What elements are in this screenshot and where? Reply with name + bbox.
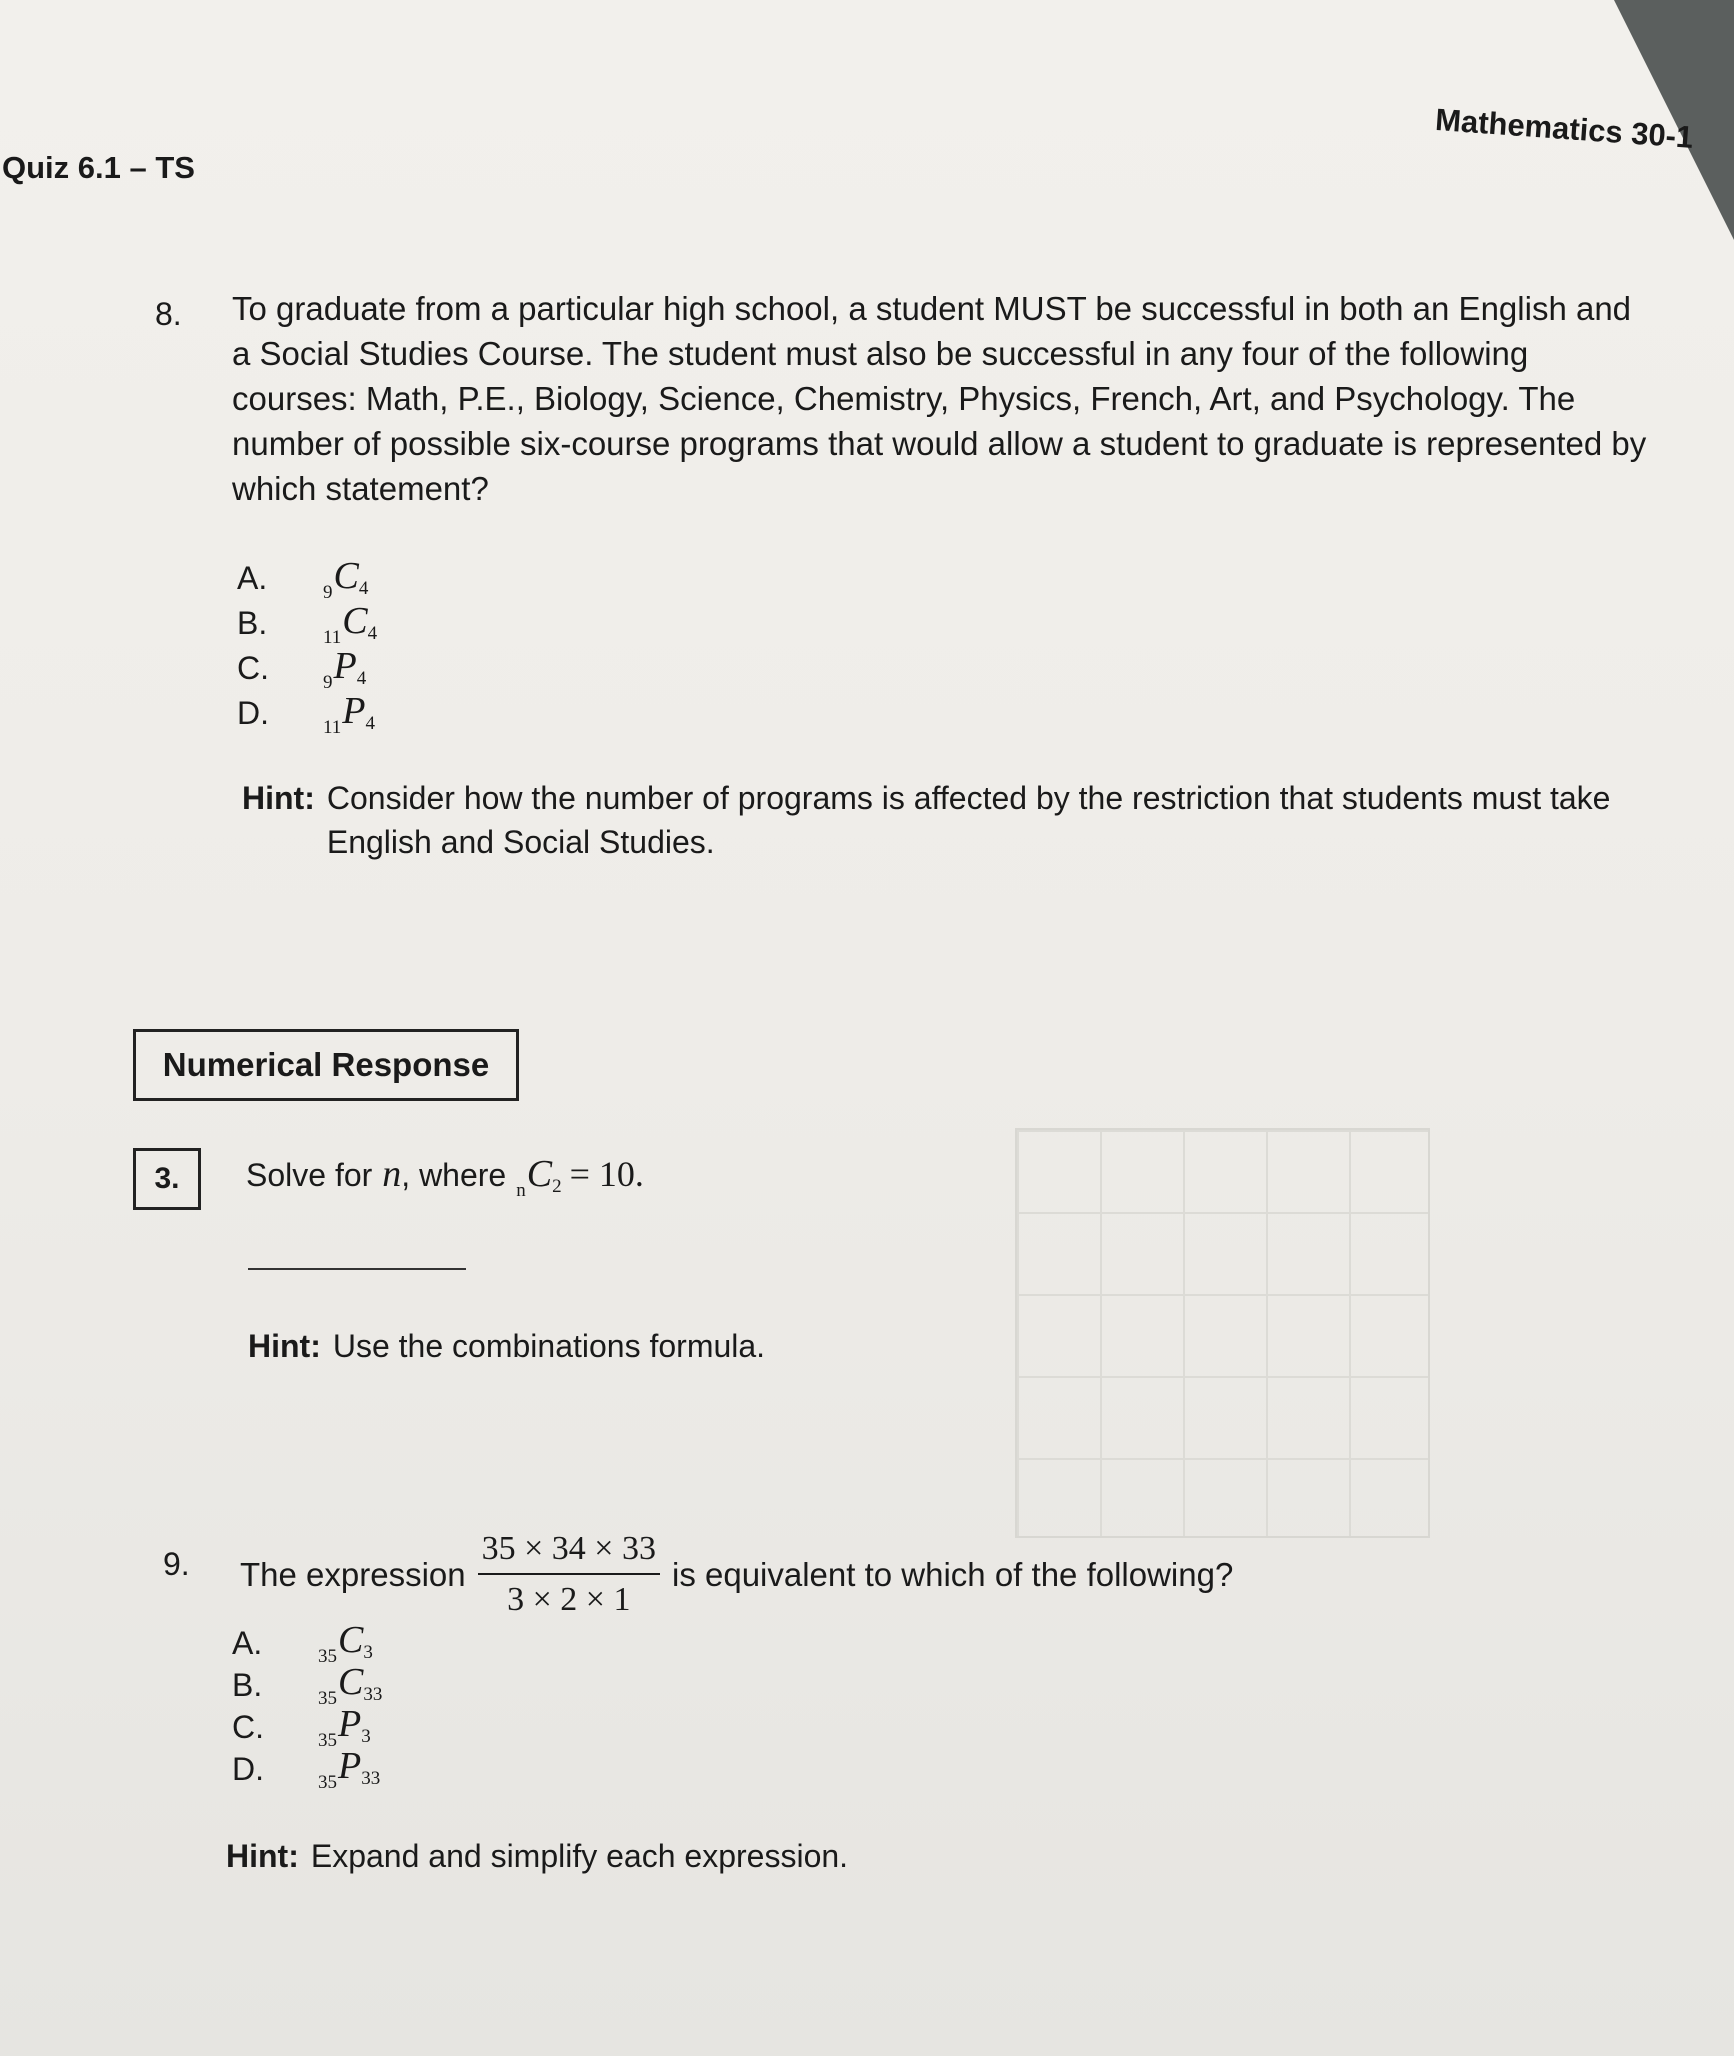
question-9-options [232,1619,383,1793]
question-8-option-b[interactable] [237,601,377,646]
question-9-number: 9. [163,1546,190,1582]
question-9-option-d[interactable] [232,1745,382,1793]
prompt-text: Solve for [246,1157,373,1193]
option-expression: $_9C_4$ [323,554,369,603]
hint-text: Use the combinations formula. [332,1328,766,1364]
answer-line[interactable] [248,1268,466,1270]
prompt-where: , where [401,1157,507,1193]
prompt-equals: = 10. [569,1154,644,1194]
answer-grid [1015,1128,1430,1538]
prompt-expression: $_nC_2$ [516,1153,562,1201]
option-letter: C. [232,1708,264,1745]
option-expression: $_{11}C_4$ [323,599,378,648]
question-9-option-b[interactable] [232,1661,383,1709]
question-8-text: To graduate from a particular high school, a student MUST be successful in both an English and a Social Studies Course. The student must also be successful in any four of the following courses: Math, P.E., Biology, Science, Chemistry, Physics, French, Art, and Psychology. The number of possible six-course programs that would allow a student to graduate is represented by which statement? [232,290,1647,507]
quiz-title: Quiz 6.1 – TS [2,150,195,185]
prompt-variable: n [382,1153,402,1195]
hint-label: Hint: [248,1328,321,1364]
option-letter: A. [237,560,268,596]
option-expression: $_{35}C_{33}$ [318,1661,383,1709]
question-8-option-a[interactable] [237,556,377,601]
hint-label: Hint: [226,1838,299,1874]
question-9-text-after: is equivalent to which of the following? [671,1555,1234,1593]
option-expression: $_{35}C_3$ [318,1619,373,1667]
question-9-option-a[interactable] [232,1619,382,1667]
option-expression: $_{35}P_3$ [318,1703,371,1751]
option-letter: D. [237,695,269,731]
hint-label: Hint: [242,780,315,816]
question-8-option-c[interactable] [237,646,377,691]
question-9-text [240,1526,1233,1622]
option-letter: B. [232,1666,263,1703]
question-9-hint [226,1834,848,1878]
option-expression: $_9P_4$ [323,644,367,693]
option-letter: D. [232,1750,264,1787]
question-8-option-d[interactable] [237,691,377,736]
question-8-options [237,556,377,736]
question-9-option-c[interactable] [232,1703,382,1751]
option-expression: $_{35}P_{33}$ [318,1745,381,1793]
option-letter: B. [237,605,268,641]
hint-text: Consider how the number of programs is affected by the restriction that students must take English and Social Studies. [326,780,1611,860]
hint-text: Expand and simplify each expression. [310,1838,849,1874]
fraction-denominator: 3 × 2 × 1 [507,1581,631,1618]
subject-title: Mathematics 30-1 [1433,101,1694,155]
numerical-response-hint [248,1324,765,1368]
numerical-response-heading: Numerical Response [133,1029,519,1101]
option-letter: C. [237,650,269,686]
numerical-response-prompt [246,1152,644,1202]
option-letter: A. [232,1624,263,1661]
numerical-response-number: 3. [133,1148,201,1210]
fraction-numerator: 35 × 34 × 33 [478,1526,660,1575]
question-9-fraction [478,1526,660,1622]
question-9-text-before: The expression [240,1555,466,1593]
question-8-number: 8. [155,296,182,332]
option-expression: $_{11}P_4$ [323,689,376,738]
question-8-hint [242,776,1642,864]
